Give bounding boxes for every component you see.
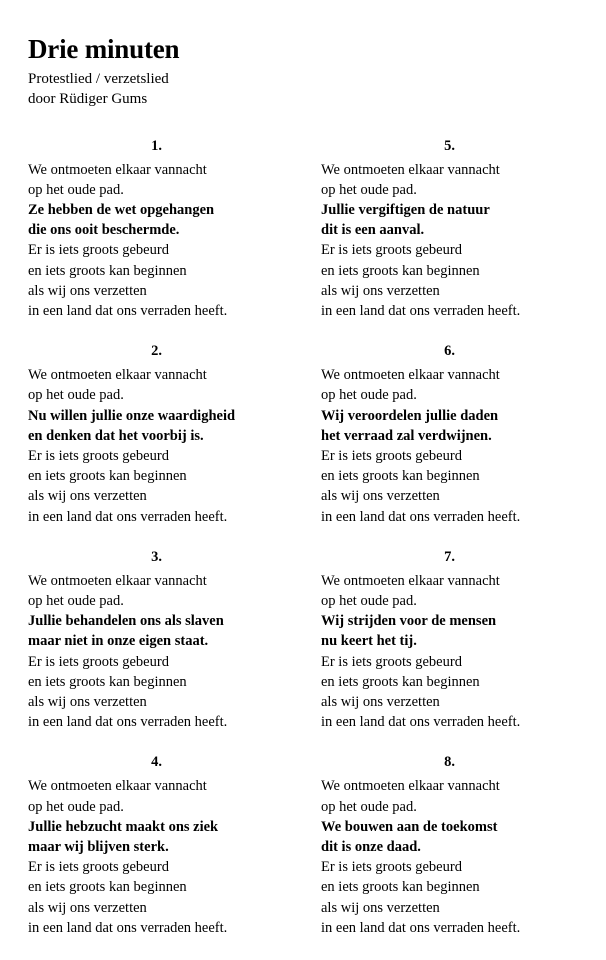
- verse-line: op het oude pad.: [28, 181, 124, 198]
- verse-line: en iets groots kan beginnen: [28, 879, 187, 896]
- page-title: Drie minuten: [28, 34, 180, 64]
- verse-line: als wij ons verzetten: [321, 282, 440, 299]
- verse-line: in een land dat ons verraden heeft.: [321, 919, 521, 936]
- verse-line: in een land dat ons verraden heeft.: [28, 714, 228, 731]
- verse-line: als wij ons verzetten: [28, 694, 147, 711]
- verse-number: 7.: [444, 548, 455, 565]
- verse: [28, 138, 285, 322]
- verse-line: We bouwen aan de toekomst: [321, 818, 498, 835]
- verse-line: op het oude pad.: [321, 593, 417, 609]
- verse-line: dit is onze daad.: [321, 839, 421, 856]
- verse-line: en iets groots kan beginnen: [321, 468, 480, 485]
- verse: [28, 754, 285, 938]
- verse-line: Er is iets groots gebeurd: [28, 242, 169, 259]
- verse-line: maar wij blijven sterk.: [28, 839, 169, 856]
- verse-number: 1.: [151, 137, 162, 154]
- verse-line: We ontmoeten elkaar vannacht: [28, 367, 207, 384]
- verse-line: en iets groots kan beginnen: [321, 673, 480, 690]
- verse-line: Er is iets groots gebeurd: [321, 242, 462, 259]
- verse-line: en iets groots kan beginnen: [28, 468, 187, 485]
- verse-grid: [28, 138, 578, 960]
- verse-line: We ontmoeten elkaar vannacht: [321, 161, 500, 178]
- verse-line: We ontmoeten elkaar vannacht: [321, 367, 500, 384]
- verse-line: Er is iets groots gebeurd: [28, 859, 169, 876]
- verse: [321, 138, 578, 322]
- verse-line: Nu willen jullie onze waardigheid: [28, 407, 236, 424]
- verse: [28, 549, 285, 733]
- verse-number: 5.: [444, 137, 455, 154]
- verse-line: die ons ooit beschermde.: [28, 222, 180, 239]
- verse-line: We ontmoeten elkaar vannacht: [28, 161, 207, 178]
- verse-line: als wij ons verzetten: [321, 899, 440, 916]
- verse-line: Jullie behandelen ons als slaven: [28, 613, 224, 630]
- verse-line: en iets groots kan beginnen: [28, 262, 187, 279]
- verse: [321, 549, 578, 733]
- verse-line: in een land dat ons verraden heeft.: [28, 508, 228, 525]
- verse-line: Er is iets groots gebeurd: [321, 859, 462, 876]
- verse-number: 8.: [444, 754, 455, 771]
- verse-line: in een land dat ons verraden heeft.: [28, 302, 228, 319]
- verse-line: als wij ons verzetten: [321, 694, 440, 711]
- verse-line: als wij ons verzetten: [28, 488, 147, 505]
- verse-line: nu keert het tij.: [321, 633, 417, 650]
- verse-line: en iets groots kan beginnen: [28, 673, 187, 690]
- verse-line: Er is iets groots gebeurd: [28, 653, 169, 670]
- verse-line: Jullie hebzucht maakt ons ziek: [28, 818, 219, 835]
- verse-line: en denken dat het voorbij is.: [28, 427, 204, 444]
- verse-line: in een land dat ons verraden heeft.: [321, 302, 521, 319]
- verse-line: in een land dat ons verraden heeft.: [28, 919, 228, 936]
- verse-number: 3.: [151, 548, 162, 565]
- verse-line: We ontmoeten elkaar vannacht: [321, 778, 500, 795]
- verse-number: 2.: [151, 343, 162, 360]
- verse-line: Er is iets groots gebeurd: [321, 653, 462, 670]
- verse-line: Jullie vergiftigen de natuur: [321, 201, 490, 218]
- verse-line: Wij veroordelen jullie daden: [321, 407, 499, 424]
- verse-line: op het oude pad.: [28, 387, 124, 404]
- verse-line: op het oude pad.: [321, 387, 417, 404]
- verse-line: in een land dat ons verraden heeft.: [321, 508, 521, 525]
- verse-line: op het oude pad.: [321, 798, 417, 815]
- verse-line: op het oude pad.: [28, 798, 124, 815]
- verse-line: en iets groots kan beginnen: [321, 879, 480, 896]
- verse-line: Er is iets groots gebeurd: [321, 447, 462, 464]
- document-subtitle: Protestlied / verzetslied: [28, 71, 169, 88]
- verse-line: in een land dat ons verraden heeft.: [321, 714, 521, 731]
- verse-line: Wij strijden voor de mensen: [321, 613, 497, 630]
- verse-line: als wij ons verzetten: [321, 488, 440, 505]
- verse-line: dit is een aanval.: [321, 222, 425, 239]
- verse-line: als wij ons verzetten: [28, 282, 147, 299]
- verse-number: 6.: [444, 343, 455, 360]
- verse-line: Ze hebben de wet opgehangen: [28, 201, 215, 218]
- verse-number: 4.: [151, 754, 162, 771]
- verse-line: maar niet in onze eigen staat.: [28, 633, 209, 650]
- verse-line: als wij ons verzetten: [28, 899, 147, 916]
- verse-line: op het oude pad.: [321, 181, 417, 198]
- verse: [321, 343, 578, 527]
- verse: [321, 754, 578, 938]
- verse: [28, 343, 285, 527]
- verse-line: We ontmoeten elkaar vannacht: [28, 778, 207, 795]
- verse-line: het verraad zal verdwijnen.: [321, 427, 492, 444]
- document-author: door Rüdiger Gums: [28, 91, 148, 108]
- verse-line: We ontmoeten elkaar vannacht: [321, 572, 500, 589]
- verse-line: op het oude pad.: [28, 593, 124, 609]
- verse-line: Er is iets groots gebeurd: [28, 447, 169, 464]
- verse-line: We ontmoeten elkaar vannacht: [28, 572, 207, 589]
- verse-line: en iets groots kan beginnen: [321, 262, 480, 279]
